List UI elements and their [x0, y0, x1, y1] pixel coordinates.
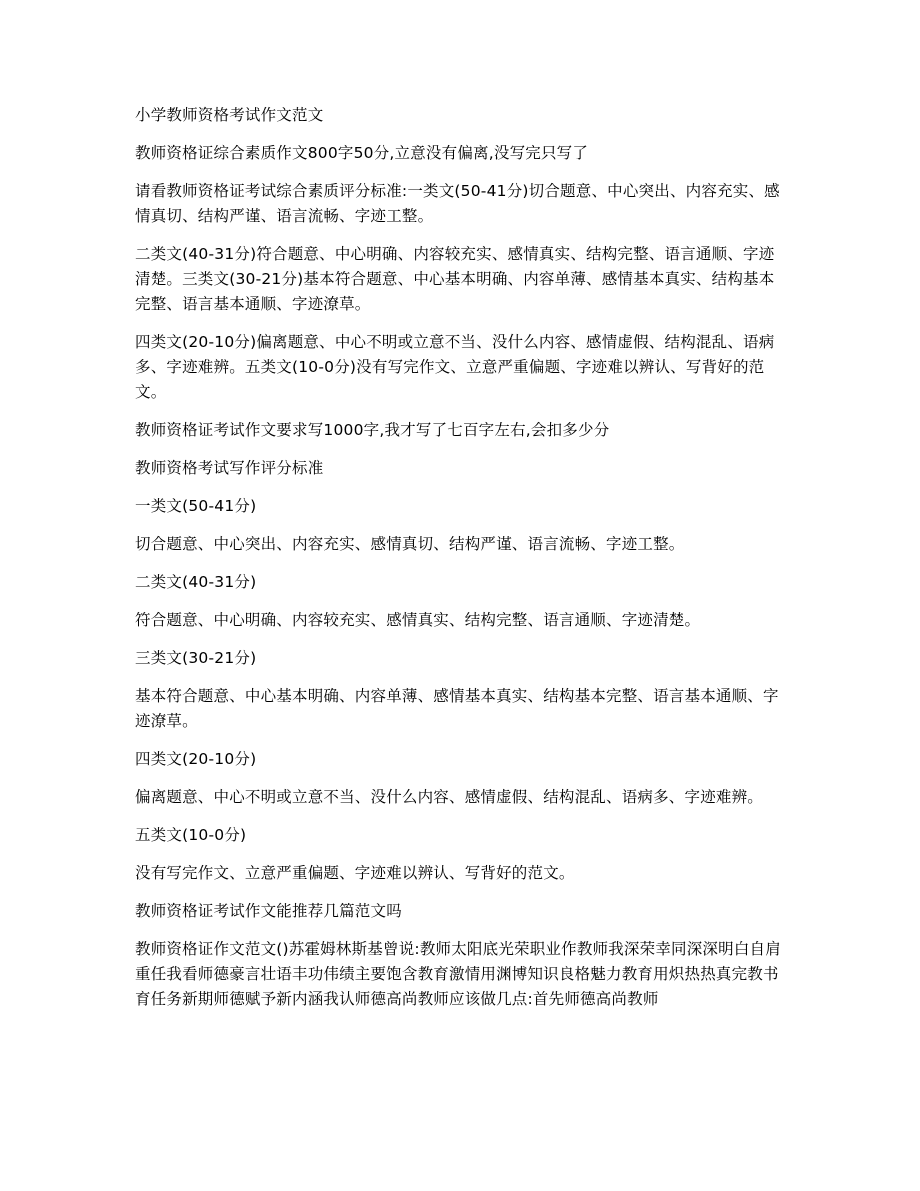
- paragraph-3: 二类文(40-31分)符合题意、中心明确、内容较充实、感情真实、结构完整、语言通顺、字迹清楚。三类文(30-21分)基本符合题意、中心基本明确、内容单薄、感情基本真实、结构基本完整、语言基本通顺、字迹潦草。: [135, 245, 775, 313]
- section-heading: 教师资格考试写作评分标准: [135, 459, 324, 477]
- grade-criteria-1: 切合题意、中心突出、内容充实、感情真切、结构严谨、语言流畅、字迹工整。: [135, 535, 685, 553]
- paragraph-1: 教师资格证综合素质作文800字50分,立意没有偏离,没写完只写了: [135, 144, 589, 162]
- grade-heading-4: 四类文(20-10分): [135, 750, 257, 768]
- document-title: 小学教师资格考试作文范文: [135, 106, 324, 124]
- grade-criteria-4: 偏离题意、中心不明或立意不当、没什么内容、感情虚假、结构混乱、语病多、字迹难辨。: [135, 788, 764, 806]
- grade-heading-3: 三类文(30-21分): [135, 649, 257, 667]
- document-body: [135, 103, 785, 1025]
- grade-heading-2: 二类文(40-31分): [135, 573, 257, 591]
- paragraph-2: 请看教师资格证考试综合素质评分标准:一类文(50-41分)切合题意、中心突出、内容充实、感情真切、结构严谨、语言流畅、字迹工整。: [135, 182, 780, 225]
- grade-criteria-3: 基本符合题意、中心基本明确、内容单薄、感情基本真实、结构基本完整、语言基本通顺、字迹潦草。: [135, 687, 779, 730]
- paragraph-4: 四类文(20-10分)偏离题意、中心不明或立意不当、没什么内容、感情虚假、结构混乱、语病多、字迹难辨。五类文(10-0分)没有写完作文、立意严重偏题、字迹难以辨认、写背好的范文。: [135, 333, 775, 401]
- question-heading: 教师资格证考试作文能推荐几篇范文吗: [135, 902, 402, 920]
- grade-criteria-2: 符合题意、中心明确、内容较充实、感情真实、结构完整、语言通顺、字迹清楚。: [135, 611, 701, 629]
- sample-essay-text: 教师资格证作文范文()苏霍姆林斯基曾说:教师太阳底光荣职业作教师我深荣幸同深深明白自肩重任我看师德豪言壮语丰功伟绩主要饱含教育激情用渊博知识良格魅力教育用炽热热真完教书育任务新期师德赋予新内涵我认师德高尚教师应该做几点:首先师德高尚教师: [135, 940, 781, 1008]
- grade-heading-1: 一类文(50-41分): [135, 497, 257, 515]
- grade-criteria-5: 没有写完作文、立意严重偏题、字迹难以辨认、写背好的范文。: [135, 864, 575, 882]
- paragraph-5: 教师资格证考试作文要求写1000字,我才写了七百字左右,会扣多少分: [135, 421, 610, 439]
- grade-heading-5: 五类文(10-0分): [135, 826, 247, 844]
